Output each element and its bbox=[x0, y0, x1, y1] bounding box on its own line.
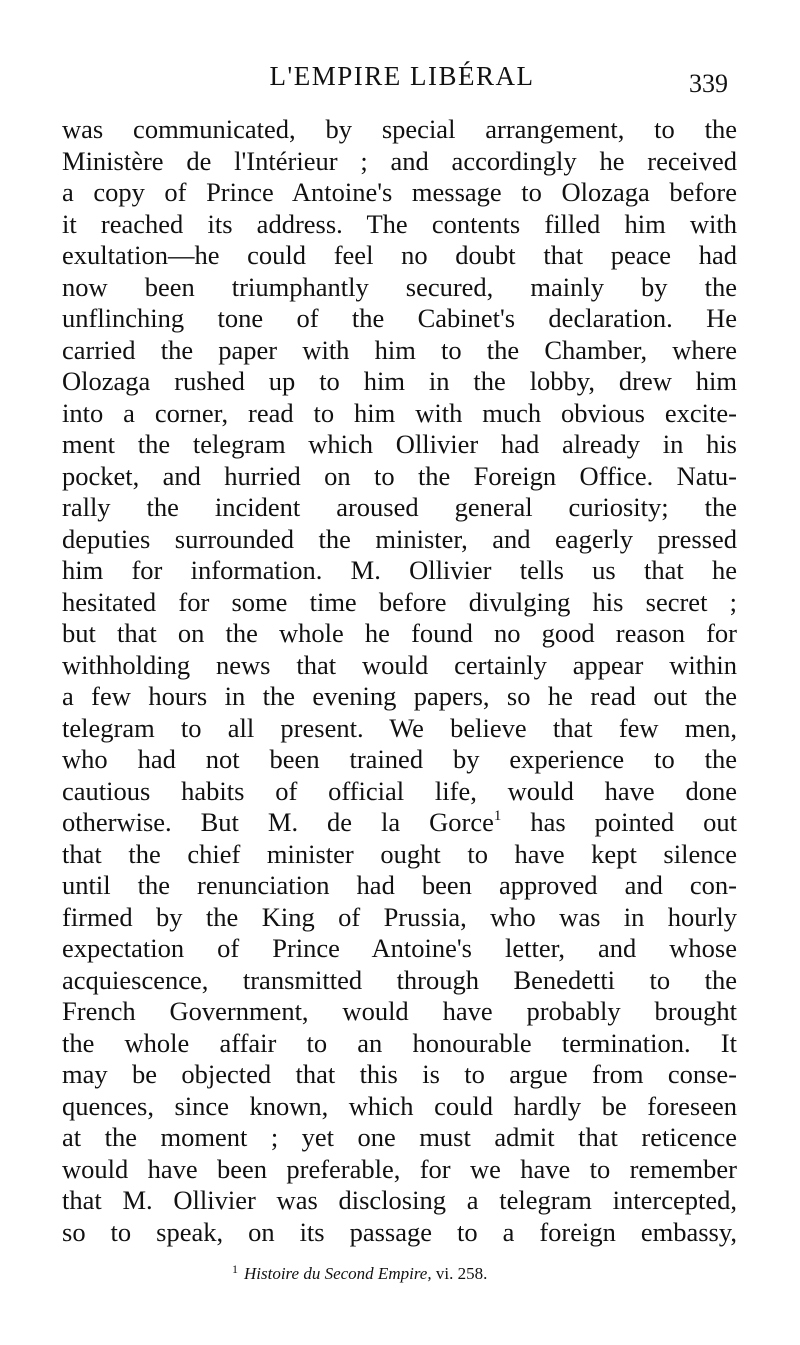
text-line: French Government, would have probably brought bbox=[62, 996, 737, 1026]
text-line: expectation of Prince Antoine's letter, and whose bbox=[62, 933, 737, 963]
footnote-citation: vi. 258. bbox=[435, 1264, 488, 1283]
text-line: but that on the whole he found no good reason for bbox=[62, 618, 737, 648]
text-line: withholding news that would certainly appear within bbox=[62, 649, 737, 680]
footnote-reference[interactable]: 1 bbox=[493, 808, 502, 824]
text-segment: otherwise. But M. de la Gorce bbox=[62, 807, 494, 837]
running-head bbox=[62, 58, 742, 98]
text-line: rally the incident aroused general curiosity; the bbox=[62, 492, 737, 522]
text-line: now been triumphantly secured, mainly by the bbox=[62, 271, 737, 302]
text-line: who had not been trained by experience to the bbox=[62, 744, 737, 774]
text-line: may be objected that this is to argue from conse- bbox=[62, 1059, 737, 1089]
text-line: telegram to all present. We believe that few men, bbox=[62, 712, 737, 743]
text-line: at the moment ; yet one must admit that reticence bbox=[62, 1122, 737, 1152]
text-line-with-footnote-ref bbox=[62, 807, 737, 839]
text-line: carried the paper with him to the Chamber, where bbox=[62, 334, 737, 365]
text-line: it reached its address. The contents filled him with bbox=[62, 208, 737, 239]
text-line: hesitated for some time before divulging his secret ; bbox=[62, 586, 737, 617]
text-line: a copy of Prince Antoine's message to Olozaga before bbox=[62, 177, 737, 207]
text-line: so to speak, on its passage to a foreign embassy, bbox=[62, 1216, 737, 1247]
text-line: quences, since known, which could hardly be foreseen bbox=[62, 1090, 737, 1121]
text-line: the whole affair to an honourable termination. It bbox=[62, 1027, 737, 1058]
text-line: ment the telegram which Ollivier had already in his bbox=[62, 429, 737, 459]
text-line: that M. Ollivier was disclosing a telegram intercepted, bbox=[62, 1185, 737, 1215]
body-text bbox=[62, 114, 737, 1248]
text-line: cautious habits of official life, would have done bbox=[62, 775, 737, 806]
text-line: into a corner, read to him with much obvious excite- bbox=[62, 397, 737, 428]
text-line: Ministère de l'Intérieur ; and accordingly he received bbox=[62, 145, 737, 176]
footnote-title: Histoire du Second Empire, bbox=[244, 1264, 432, 1283]
text-line: unflinching tone of the Cabinet's declaration. He bbox=[62, 303, 737, 333]
footnote-mark: 1 bbox=[232, 1262, 238, 1276]
footnote bbox=[232, 1262, 487, 1286]
text-line: him for information. M. Ollivier tells us that he bbox=[62, 555, 737, 585]
text-line: acquiescence, transmitted through Benedetti to the bbox=[62, 964, 737, 995]
running-title: L'EMPIRE LIBÉRAL bbox=[269, 61, 535, 91]
text-line: would have been preferable, for we have to remember bbox=[62, 1153, 737, 1184]
text-line: deputies surrounded the minister, and eagerly pressed bbox=[62, 523, 737, 554]
page-number: 339 bbox=[689, 69, 728, 98]
text-line: pocket, and hurried on to the Foreign Office. Natu- bbox=[62, 460, 737, 491]
text-line: was communicated, by special arrangement, to the bbox=[62, 114, 737, 144]
text-line: exultation—he could feel no doubt that peace had bbox=[62, 240, 737, 270]
text-line: Olozaga rushed up to him in the lobby, drew him bbox=[62, 366, 737, 396]
text-line: until the renunciation had been approved and con- bbox=[62, 870, 737, 900]
text-line: a few hours in the evening papers, so he read out the bbox=[62, 681, 737, 711]
text-line: firmed by the King of Prussia, who was in hourly bbox=[62, 901, 737, 932]
text-line: that the chief minister ought to have kept silence bbox=[62, 838, 737, 869]
text-segment: has pointed out bbox=[501, 807, 737, 837]
